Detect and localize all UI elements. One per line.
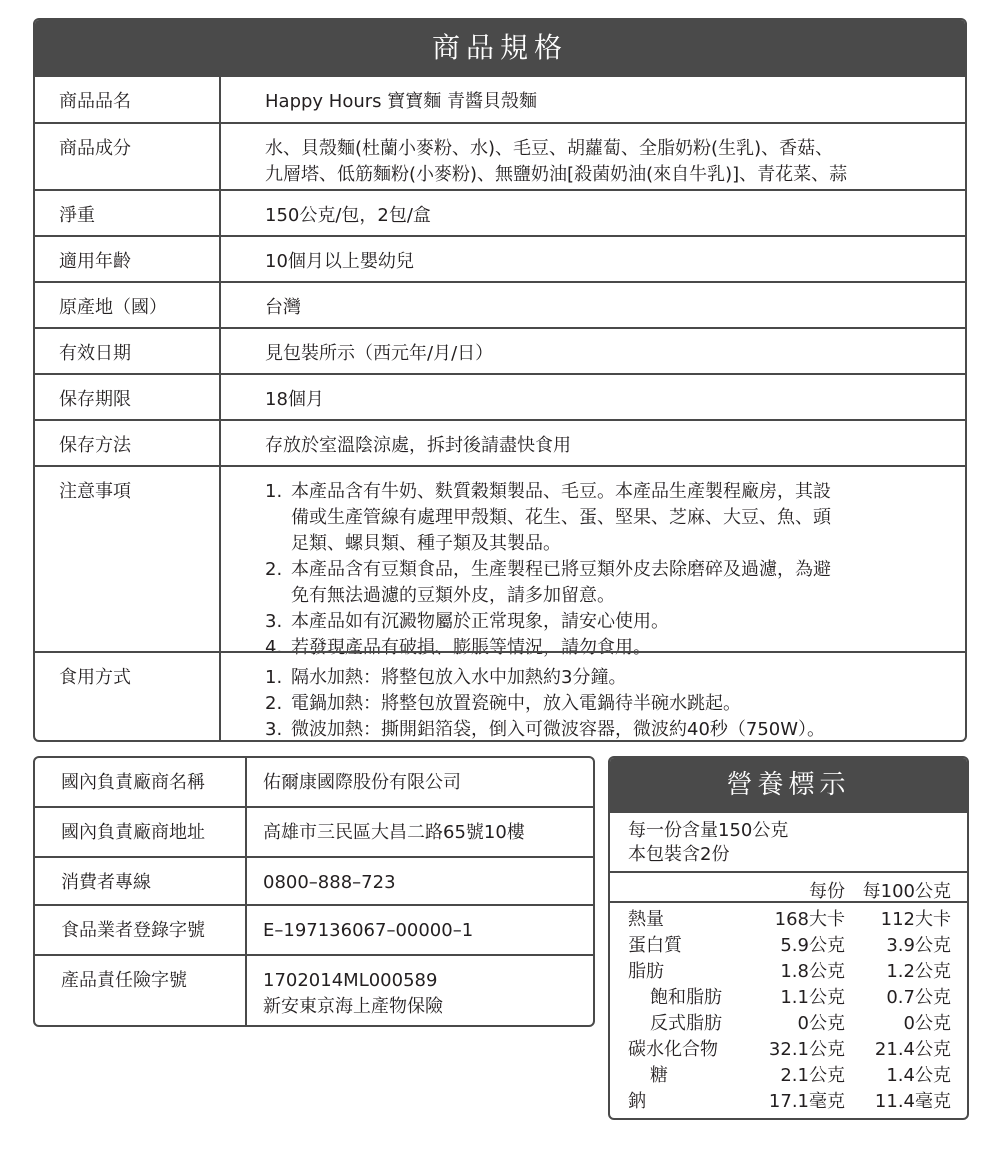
notes-item: [265, 479, 965, 557]
usage-item: [265, 717, 965, 742]
spec-key: 有效日期: [35, 329, 221, 373]
notes-item: [265, 557, 965, 609]
item-number: 3.: [265, 719, 283, 740]
per-serving-value: 1.1公克: [780, 987, 845, 1008]
per-serving-value: 5.9公克: [780, 935, 845, 956]
spec-row-name: [35, 75, 965, 122]
spec-key: 保存方法: [35, 421, 221, 465]
item-line: 微波加熱：撕開鋁箔袋，倒入可微波容器，微波約40秒（750W）。: [291, 719, 826, 740]
item-number: 4.: [265, 637, 283, 658]
spec-value: 150公克/包，2包/盒: [265, 205, 431, 226]
nutrient-name: 鈉: [628, 1091, 646, 1112]
nutrient-name: 熱量: [628, 909, 664, 930]
nutrient-name: 蛋白質: [628, 935, 682, 956]
usage-list: [265, 665, 965, 742]
company-row-name: [35, 758, 593, 806]
insurance-number: 1702014ML000589: [263, 970, 438, 991]
col-per-serving: 每份: [809, 881, 845, 902]
spec-row-shelf-life: [35, 373, 965, 419]
col-per-100g: 每100公克: [862, 881, 951, 902]
spec-title: 商品規格: [35, 20, 965, 75]
nutrition-row: [610, 1089, 967, 1115]
spec-key: 商品品名: [35, 77, 221, 122]
company-row-address: [35, 806, 593, 856]
spec-key: 保存期限: [35, 375, 221, 419]
item-line: 本產品含有豆類食品，生產製程已將豆類外皮去除磨碎及過濾，為避: [291, 559, 831, 580]
product-spec-table: [33, 18, 967, 742]
spec-row-ingredients: [35, 122, 965, 189]
nutrition-row: [610, 1011, 967, 1037]
spec-row-usage: [35, 651, 965, 742]
company-key: 消費者專線: [35, 858, 247, 904]
spec-value: [223, 467, 965, 658]
nutrient-name: 反式脂肪: [650, 1013, 722, 1034]
company-row-insurance: [35, 954, 593, 1025]
nutrition-row: [610, 933, 967, 959]
per-100g-value: 0公克: [903, 1013, 951, 1034]
serving-size: 每一份含量150公克: [628, 820, 789, 841]
serving-info: [610, 813, 967, 871]
company-value: E–197136067–00000–1: [263, 920, 474, 941]
nutrition-row: [610, 907, 967, 933]
per-100g-value: 1.4公克: [886, 1065, 951, 1086]
spec-value: Happy Hours 寶寶麵 青醬貝殼麵: [265, 91, 537, 112]
per-100g-value: 21.4公克: [874, 1039, 951, 1060]
nutrition-column-header: [610, 871, 967, 903]
spec-row-expiry: [35, 327, 965, 373]
spec-row-origin: [35, 281, 965, 327]
nutrition-rows: [610, 903, 967, 1115]
per-serving-value: 0公克: [797, 1013, 845, 1034]
item-number: 2.: [265, 559, 283, 580]
notes-list: [265, 479, 965, 661]
item-number: 2.: [265, 693, 283, 714]
nutrition-title: 營養標示: [610, 758, 967, 813]
company-key: 國內負責廠商地址: [35, 808, 247, 856]
spec-value: 10個月以上嬰幼兒: [265, 251, 414, 272]
spec-value: [223, 653, 965, 742]
item-line: 若發現產品有破損、膨脹等情況，請勿食用。: [291, 637, 651, 658]
per-100g-value: 11.4毫克: [874, 1091, 951, 1112]
item-number: 3.: [265, 611, 283, 632]
item-line: 本產品含有牛奶、麩質穀類製品、毛豆。本產品生產製程廠房，其設: [291, 481, 831, 502]
per-serving-value: 2.1公克: [780, 1065, 845, 1086]
per-100g-value: 112大卡: [880, 909, 951, 930]
company-value: 0800–888–723: [263, 872, 396, 893]
spec-key: 原產地（國）: [35, 283, 221, 327]
nutrient-name: 脂肪: [628, 961, 664, 982]
item-line: 本產品如有沉澱物屬於正常現象，請安心使用。: [291, 611, 669, 632]
item-line: 足類、螺貝類、種子類及其製品。: [291, 533, 561, 554]
company-info-table: [33, 756, 595, 1027]
per-100g-value: 0.7公克: [886, 987, 951, 1008]
item-line: 免有無法過濾的豆類外皮，請多加留意。: [291, 585, 615, 606]
item-line: 隔水加熱：將整包放入水中加熱約3分鐘。: [291, 667, 627, 688]
company-row-registration: [35, 904, 593, 954]
per-serving-value: 32.1公克: [768, 1039, 845, 1060]
nutrition-row: [610, 959, 967, 985]
item-line: 備或生產管線有處理甲殼類、花生、蛋、堅果、芝麻、大豆、魚、頭: [291, 507, 831, 528]
spec-key: 適用年齡: [35, 237, 221, 281]
company-key: 產品責任險字號: [35, 956, 247, 1025]
spec-row-storage: [35, 419, 965, 465]
spec-key: 注意事項: [35, 467, 221, 651]
spec-value: 存放於室溫陰涼處，拆封後請盡快食用: [265, 435, 571, 456]
insurance-company: 新安東京海上產物保險: [263, 996, 443, 1017]
nutrition-row: [610, 1063, 967, 1089]
per-serving-value: 1.8公克: [780, 961, 845, 982]
spec-value: 18個月: [265, 389, 324, 410]
spec-key: 商品成分: [35, 124, 221, 189]
spec-row-age: [35, 235, 965, 281]
company-value: 高雄市三民區大昌二路65號10樓: [263, 822, 525, 843]
item-number: 1.: [265, 481, 283, 502]
usage-item: [265, 691, 965, 717]
nutrient-name: 碳水化合物: [628, 1039, 718, 1060]
nutrition-row: [610, 985, 967, 1011]
notes-item: [265, 609, 965, 635]
spec-key: 食用方式: [35, 653, 221, 742]
ingredients-line: 水、貝殼麵(杜蘭小麥粉、水)、毛豆、胡蘿蔔、全脂奶粉(生乳)、香菇、: [265, 138, 834, 159]
per-100g-value: 3.9公克: [886, 935, 951, 956]
per-serving-value: 168大卡: [774, 909, 845, 930]
spec-row-notes: [35, 465, 965, 658]
per-serving-value: 17.1毫克: [768, 1091, 845, 1112]
spec-value: [223, 124, 965, 189]
nutrient-name: 飽和脂肪: [650, 987, 722, 1008]
ingredients-line: 九層塔、低筋麵粉(小麥粉)、無鹽奶油[殺菌奶油(來自牛乳)]、青花菜、蒜: [265, 164, 848, 185]
nutrient-name: 糖: [650, 1065, 668, 1086]
spec-row-net-weight: [35, 189, 965, 235]
spec-value: 台灣: [265, 297, 301, 318]
spec-value: 見包裝所示（西元年/月/日）: [265, 343, 494, 364]
company-row-hotline: [35, 856, 593, 904]
servings-per-package: 本包裝含2份: [628, 844, 730, 865]
company-key: 國內負責廠商名稱: [35, 758, 247, 806]
company-key: 食品業者登錄字號: [35, 906, 247, 954]
per-100g-value: 1.2公克: [886, 961, 951, 982]
item-line: 電鍋加熱：將整包放置瓷碗中，放入電鍋待半碗水跳起。: [291, 693, 741, 714]
usage-item: [265, 665, 965, 691]
nutrition-facts-table: [608, 756, 969, 1120]
company-value: 佑爾康國際股份有限公司: [263, 772, 461, 793]
nutrition-row: [610, 1037, 967, 1063]
spec-key: 淨重: [35, 191, 221, 235]
company-value: [249, 956, 593, 1025]
item-number: 1.: [265, 667, 283, 688]
